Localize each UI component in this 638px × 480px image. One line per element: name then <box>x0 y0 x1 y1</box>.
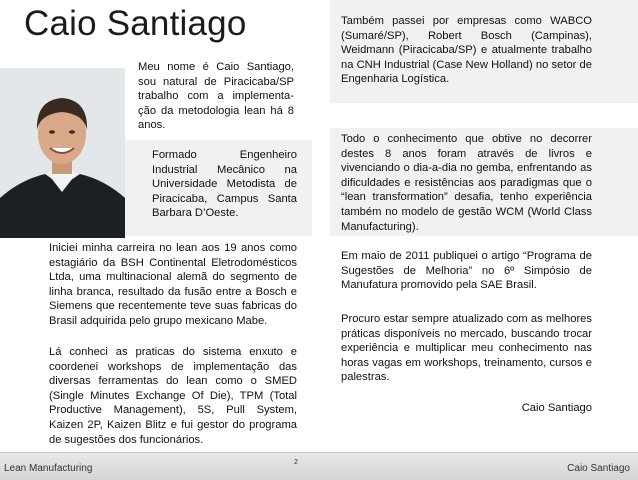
footer-left-label: Lean Manufacturing <box>4 463 93 474</box>
page-number: 2 <box>294 459 298 466</box>
portrait-photo <box>0 68 125 238</box>
knowledge-paragraph: Todo o conhecimento que obtive no decorrer destes 8 anos foram através de livros e vivenciando o dia-a-dia no gemba, enfrentando as dificuldades e resistências aos paradigmas que o “lean transformation” desafia, tenho experiência também no modelo de gestão WCM (World Class Manufacturing). <box>341 133 592 233</box>
companies-paragraph: Também passei por empresas como WABCO (Sumaré/SP), Robert Bosch (Campinas), Weidmann (Piracicaba/SP) e atualmente trabalho na CNH Industrial (Case New Holland) no setor de Engenharia Logística. <box>341 15 592 86</box>
intro-paragraph: Meu nome é Caio Santiago, sou natural de Piracicaba/SP trabalho com a implementa-ção da metodologia lean há 8 anos. <box>138 61 294 132</box>
article-paragraph: Em maio de 2011 publiquei o artigo “Programa de Sugestões de Melhoria” no 6º Simpósio de Manufatura promovido pela SAE Brasil. <box>341 250 592 292</box>
career-paragraph-2: Lá conheci as praticas do sistema enxuto e coordenei workshops de implementação das diversas ferramentas do lean como o SMED (Single Minutes Exchange Of Die), TPM (Total Productive Management), 5S, Pull System, Kaizen 2P, Kaizen Blitz e fui gestor do programa de sugestões dos funcionários. <box>49 346 297 446</box>
footer-right-label: Caio Santiago <box>567 463 630 474</box>
signature: Caio Santiago <box>521 402 592 414</box>
career-paragraph-1: Iniciei minha carreira no lean aos 19 anos como estagiário da BSH Continental Eletrodomésticos Ltda, uma multinacional alemã do segmento de linha branca, resultado da fusão entre a Bosch e Siemens que recentemente teve suas fabricas do Brasil adquirida pelo grupo mexicano Mabe. <box>49 242 297 327</box>
person-portrait-icon <box>0 68 125 238</box>
footer-bar <box>0 452 638 480</box>
education-paragraph: Formado Engenheiro Industrial Mecânico na Universidade Metodista de Piracicaba, Campus Santa Barbara D’Oeste. <box>152 149 297 220</box>
page-title: Caio Santiago <box>24 4 247 43</box>
updated-paragraph: Procuro estar sempre atualizado com as melhores práticas disponíveis no mercado, buscando trocar experiência e multiplicar meu conhecimento nas horas vagas em workshops, treinamento, cursos e palestras. <box>341 313 592 384</box>
